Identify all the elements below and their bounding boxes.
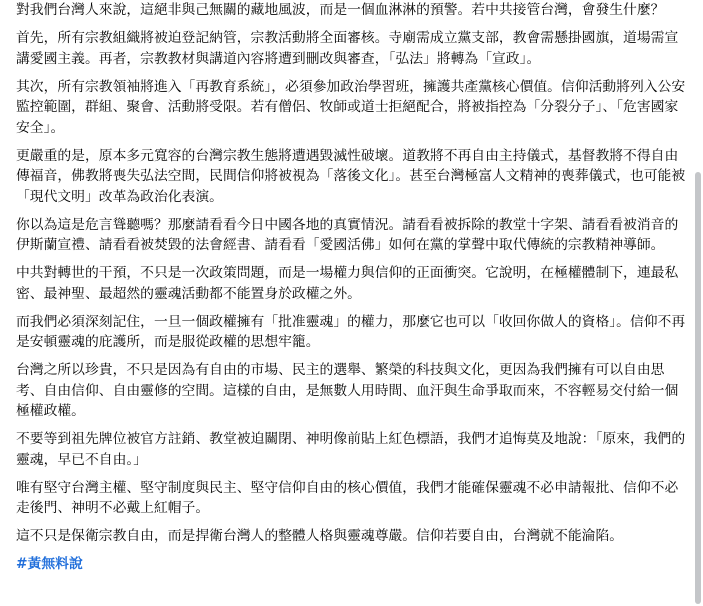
- post-paragraph: 唯有堅守台灣主權、堅守制度與民主、堅守信仰自由的核心價值，我們才能確保靈魂不必申請報批、信仰不必走後門、神明不必戴上紅帽子。: [16, 479, 679, 516]
- scrollbar[interactable]: [693, 0, 703, 606]
- post-paragraph: 你以為這是危言聳聽嗎？那麼請看看今日中國各地的真實情況。請看看被拆除的教堂十字架、請看看被消音的伊斯蘭宣禮、請看看被焚毀的法會經書、請看看「愛國活佛」如何在黨的掌聲中取代傳統的宗教精神導師。: [16, 216, 679, 253]
- post-paragraph: 更嚴重的是，原本多元寬容的台灣宗教生態將遭遇毀滅性破壞。道教將不再自由主持儀式，基督教將不得自由傳福音，佛教將喪失弘法空間，民間信仰將被視為「落後文化」。甚至台灣極富人文精神的喪葬儀式，也可能被「現代文明」改革為政治化表演。: [16, 147, 686, 205]
- post-paragraph: 而我們必須深刻記住，一旦一個政權擁有「批准靈魂」的權力，那麼它也可以「收回你做人的資格」。信仰不再是安頓靈魂的庇護所，而是服從政權的思想牢籠。: [16, 313, 686, 350]
- post-paragraph: 其次，所有宗教領袖將進入「再教育系統」，必須參加政治學習班，擁護共產黨核心價值。信仰活動將列入公安監控範圍，群組、聚會、活動將受限。若有僧侶、牧師或道士拒絕配合，將被指控為「分裂分子」、「危害國家安全」。: [16, 78, 686, 136]
- post-body: [16, 0, 692, 575]
- post-paragraph: 中共對轉世的干預，不只是一次政策問題，而是一場權力與信仰的正面衝突。它說明，在極權體制下，連最私密、最神聖、最超然的靈魂活動都不能置身於政權之外。: [16, 265, 679, 302]
- post-paragraph: 首先，所有宗教組織將被迫登記納管，宗教活動將全面審核。寺廟需成立黨支部，教會需懸掛國旗，道場需宣講愛國主義。再者，宗教教材與講道內容將遭到刪改與審查，「弘法」將轉為「宣政」。: [16, 30, 679, 67]
- scrollbar-thumb[interactable]: [695, 172, 701, 604]
- hashtag-link[interactable]: #黃無料說: [16, 556, 83, 572]
- post-paragraph: 對我們台灣人來說，這絕非與己無關的藏地風波，而是一個血淋淋的預警。若中共接管台灣，會發生什麼？: [16, 2, 665, 18]
- post-paragraph: 這不只是保衛宗教自由，而是捍衛台灣人的整體人格與靈魂尊嚴。信仰若要自由，台灣就不能淪陷。: [16, 528, 624, 544]
- post-paragraph: 不要等到祖先牌位被官方註銷、教堂被迫關閉、神明像前貼上紅色標語，我們才追悔莫及地說：「原來，我們的靈魂，早已不自由。」: [16, 431, 686, 468]
- post-paragraph: 台灣之所以珍貴，不只是因為有自由的市場、民主的選舉、繁榮的科技與文化，更因為我們擁有可以自由思考、自由信仰、自由靈修的空間。這樣的自由，是無數人用時間、血汗與生命爭取而來，不容輕易交付給一個極權政權。: [16, 362, 679, 419]
